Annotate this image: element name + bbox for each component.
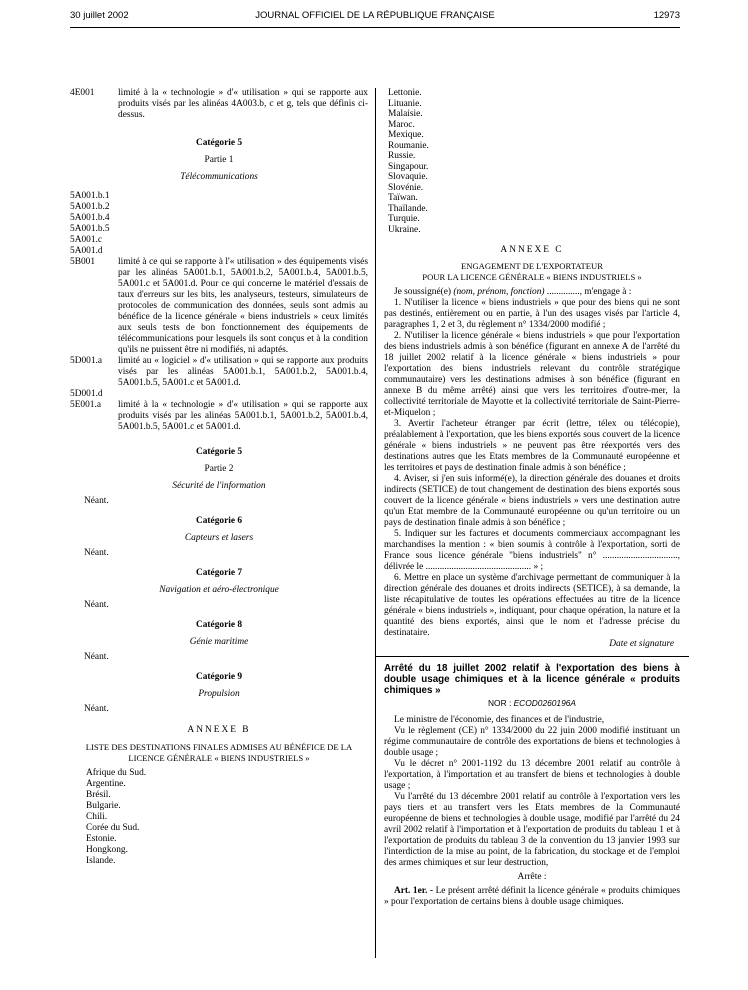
section-separator bbox=[375, 656, 689, 657]
left-column bbox=[70, 88, 368, 867]
code-item: 5A001.b.4 bbox=[70, 213, 110, 223]
country-item: Taïwan. bbox=[388, 193, 418, 203]
country-item: Slovénie. bbox=[388, 182, 424, 193]
category-9-subtitle: Propulsion bbox=[198, 689, 240, 699]
neant-9: Néant. bbox=[84, 704, 109, 714]
article-1 bbox=[384, 886, 680, 908]
annexe-c-heading-1: ENGAGEMENT DE L'EXPORTATEUR bbox=[461, 261, 603, 271]
neant-8: Néant. bbox=[84, 652, 109, 662]
country-item: Roumanie. bbox=[388, 140, 429, 151]
country-item: Argentine. bbox=[86, 779, 126, 789]
code-item: 5A001.b.2 bbox=[70, 202, 110, 212]
country-item: Chili. bbox=[86, 812, 108, 822]
entry-4e001 bbox=[70, 88, 368, 121]
annexe-c-title: ANNEXE C bbox=[500, 245, 564, 255]
intro-placeholder: (nom, prénom, fonction) bbox=[453, 287, 545, 297]
header-date: 30 juillet 2002 bbox=[70, 10, 129, 21]
destination-list-left bbox=[70, 768, 368, 867]
header-journal-title: JOURNAL OFFICIEL DE LA RÉPUBLIQUE FRANÇAISE bbox=[255, 10, 495, 21]
country-item: Maroc. bbox=[388, 119, 415, 130]
category-9-title: Catégorie 9 bbox=[195, 672, 243, 682]
category-5-part-1: Partie 1 bbox=[204, 155, 234, 165]
country-item: Islande. bbox=[86, 856, 116, 866]
neant-5: Néant. bbox=[84, 496, 109, 506]
category-7-subtitle: Navigation et aéro-électronique bbox=[159, 585, 279, 595]
article-1-text: Le présent arrêté définit la licence générale « produits chimiques » pour l'exportation de certains biens à double usage chimiques. bbox=[384, 886, 680, 907]
category-5-part-2: Partie 2 bbox=[204, 464, 234, 474]
article-1-label: Art. 1er. - bbox=[394, 886, 434, 896]
header-rule bbox=[70, 27, 680, 28]
entry-text: limité à ce qui se rapporte à l'« utilisation » des équipements visés par les alinéas 5A001.b.1, 5A001.b.2, 5A001.b.4, 5A001.b.5, 5A001.c et 5A001.d. Pour ce qui concerne le matériel d'essais de taux d'erreurs sur les bits, les analyseurs, testeurs, simulateurs de protocoles de communication des données, seuls sont admis au bénéfice de la licence générale « biens industriels » ceux limités aux seuls tests de bon fonctionnement des équipements de télécommunications pour lesquels ils sont conçus et à la condition qu'ils ne puissent être ni modifiés, ni adaptés. bbox=[118, 257, 368, 355]
country-item: Bulgarie. bbox=[86, 801, 121, 811]
nor-reference bbox=[384, 698, 680, 709]
engagement-item-6: 6. Mettre en place un système d'archivage permettant de communiquer à la direction générale des douanes et droits indirects (SETICE), à sa demande, la liste récapitulative de toutes les opérations effectuées au titre de la licence générale « biens industriels », indiquant, pour chaque opération, la nature et la quantité des biens exportés, ainsi que le nom et l'adresse précise du destinataire. bbox=[384, 573, 680, 638]
entry-5e001a bbox=[70, 400, 368, 433]
entry-code: 5B001 bbox=[70, 257, 96, 267]
arrete-title: Arrêté du 18 juillet 2002 relatif à l'exportation des biens à double usage chimiques et à la licence générale « produits chimiques » bbox=[384, 663, 680, 696]
destination-list-right bbox=[384, 88, 680, 235]
date-signature: Date et signature bbox=[609, 639, 674, 649]
entry-5b001 bbox=[70, 257, 368, 356]
code-5d001d: 5D001.d bbox=[70, 389, 103, 399]
category-7-title: Catégorie 7 bbox=[195, 568, 243, 578]
annexe-b-heading: LISTE DES DESTINATIONS FINALES ADMISES AU BÉNÉFICE DE LA LICENCE GÉNÉRALE « BIENS INDUSTRIELS » bbox=[85, 742, 353, 763]
neant-7: Néant. bbox=[84, 600, 109, 610]
category-5-title: Catégorie 5 bbox=[195, 138, 243, 148]
entry-code: 5E001.a bbox=[70, 400, 101, 410]
engagement-item-5: 5. Indiquer sur les factures et documents commerciaux accompagnant les marchandises la mention : « bien soumis à contrôle à l'exportation, sorti de France sous licence générale "biens industriels" n° ................................, délivrée le ............................................. » ; bbox=[384, 529, 680, 572]
intro-end: .............., m'engage à : bbox=[544, 287, 632, 297]
entry-code: 4E001 bbox=[70, 88, 95, 98]
category-6-subtitle: Capteurs et lasers bbox=[184, 533, 254, 543]
preamble-vu-reglement: Vu le règlement (CE) n° 1334/2000 du 22 juin 2000 modifié instituant un régime communautaire de contrôle des exportations de biens et technologies à double usage ; bbox=[384, 726, 680, 758]
country-item: Brésil. bbox=[86, 790, 111, 800]
column-divider bbox=[375, 88, 376, 958]
country-item: Russie. bbox=[388, 151, 416, 161]
header-page-number: 12973 bbox=[653, 10, 680, 21]
nor-label: NOR : bbox=[488, 698, 514, 708]
category-8-title: Catégorie 8 bbox=[195, 620, 243, 630]
country-item: Afrique du Sud. bbox=[86, 768, 147, 778]
country-item: Turquie. bbox=[388, 214, 420, 224]
country-item: Malaisie. bbox=[388, 109, 423, 119]
country-item: Mexique. bbox=[388, 130, 424, 140]
arrete-label: Arrête : bbox=[517, 872, 547, 882]
code-list-5a001 bbox=[70, 191, 368, 257]
country-item: Lettonie. bbox=[388, 88, 422, 98]
engagement-item-3: 3. Avertir l'acheteur étranger par écrit (lettre, télex ou télécopie), préalablement à l'exportation, que les biens exportés sous couvert de la licence générale « biens industriels » ne peuvent pas être réexportés vers des destinations autres que les Etats membres de la Communauté européenne et les territoires et pays de destination finale admis à son bénéfice ; bbox=[384, 419, 680, 473]
code-item: 5A001.c bbox=[70, 235, 103, 245]
country-item: Lituanie. bbox=[388, 98, 422, 109]
engagement-intro bbox=[384, 287, 680, 298]
code-item: 5A001.b.5 bbox=[70, 224, 110, 234]
engagement-item-4: 4. Aviser, si j'en suis informé(e), la direction générale des douanes et droits indirects (SETICE) de tout changement de destination des biens exportés sous couvert de la licence générale « biens industriels » vers une destination autre qu'un Etat membre de la Communauté européenne ou qu'un territoire ou un pays de destination finale admis à son bénéfice ; bbox=[384, 474, 680, 528]
engagement-item-1: 1. N'utiliser la licence « biens industriels » que pour des biens qui ne sont pas destinés, entièrement ou en partie, à l'un des usages visés par l'article 4, paragraphes 1, 2 et 3, du règlement n° 1334/2000 modifié ; bbox=[384, 298, 680, 330]
country-item: Ukraine. bbox=[388, 224, 421, 235]
country-item: Estonie. bbox=[86, 834, 117, 844]
category-5-part-2-subtitle: Sécurité de l'information bbox=[172, 481, 266, 491]
preamble-vu-arrete: Vu l'arrêté du 13 décembre 2001 relatif au contrôle à l'exportation vers les pays tiers et au transfert vers les Etats membres de la Communauté européenne de biens et technologies à double usage, modifié par l'arrêté du 24 avril 2002 relatif à l'importation et à l'exportation de produits du tableau 1 et à l'exportation de produits du tableau 3 de la convention du 13 janvier 1993 sur l'interdiction de la mise au point, de la fabrication, du stockage et de l'emploi des armes chimiques et sur leur destruction, bbox=[384, 792, 680, 868]
entry-text: limité à la « technologie » d'« utilisation » qui se rapporte aux produits visés par les alinéas 4A003.b, c et g, tels que définis ci-dessus. bbox=[118, 88, 368, 120]
entry-text: limité au « logiciel » d'« utilisation » qui se rapporte aux produits visés par les alinéas 5A001.b.1, 5A001.b.2, 5A001.b.4, 5A001.b.5, 5A001.c et 5A001.d. bbox=[118, 356, 368, 388]
annexe-b-title: ANNEXE B bbox=[187, 725, 251, 735]
category-8-subtitle: Génie maritime bbox=[189, 637, 249, 647]
preamble-vu-decret: Vu le décret n° 2001-1192 du 13 décembre 2001 relatif au contrôle à l'exportation, à l'importation et au transfert de biens et technologies à double usage ; bbox=[384, 759, 680, 791]
code-item: 5A001.d bbox=[70, 246, 103, 256]
nor-value: ECOD0260196A bbox=[513, 698, 576, 708]
engagement-item-2: 2. N'utiliser la licence générale « biens industriels » que pour l'exportation des biens industriels admis à son bénéfice (figurant en annexe A de l'arrêté du 18 juillet 2002 relatif à la licence générale « biens industriels » pour l'exportation des biens industriels relevant du contrôle stratégique communautaire) vers les destinations admises à son bénéfice (figurant en annexe B du même arrêté) ainsi que vers les territoires d'outre-mer, la collectivité territoriale de Mayotte et la collectivité territoriale de Saint-Pierre-et-Miquelon ; bbox=[384, 331, 680, 418]
code-item: 5A001.b.1 bbox=[70, 191, 110, 201]
page-header bbox=[70, 10, 680, 24]
entry-code: 5D001.a bbox=[70, 356, 103, 366]
right-column bbox=[384, 88, 680, 908]
category-5-part-1-subtitle: Télécommunications bbox=[180, 172, 258, 182]
entry-text: limité à la « technologie » d'« utilisation » qui se rapporte aux produits visés par les alinéas 5A001.b.1, 5A001.b.2, 5A001.b.4, 5A001.b.5, 5A001.c et 5A001.d. bbox=[118, 400, 368, 432]
category-6-title: Catégorie 6 bbox=[195, 516, 243, 526]
entry-5d001a bbox=[70, 356, 368, 389]
country-item: Corée du Sud. bbox=[86, 823, 140, 833]
country-item: Hongkong. bbox=[86, 845, 128, 855]
neant-6: Néant. bbox=[84, 548, 109, 558]
intro-start: Je soussigné(e) bbox=[394, 287, 454, 297]
country-item: Singapour. bbox=[388, 161, 429, 172]
country-item: Thaïlande. bbox=[388, 203, 428, 214]
category-5b-title: Catégorie 5 bbox=[195, 447, 243, 457]
country-item: Slovaquie. bbox=[388, 172, 428, 182]
annexe-c-heading-2: POUR LA LICENCE GÉNÉRALE « BIENS INDUSTRIELS » bbox=[422, 272, 642, 282]
preamble-minister: Le ministre de l'économie, des finances et de l'industrie, bbox=[394, 715, 605, 725]
